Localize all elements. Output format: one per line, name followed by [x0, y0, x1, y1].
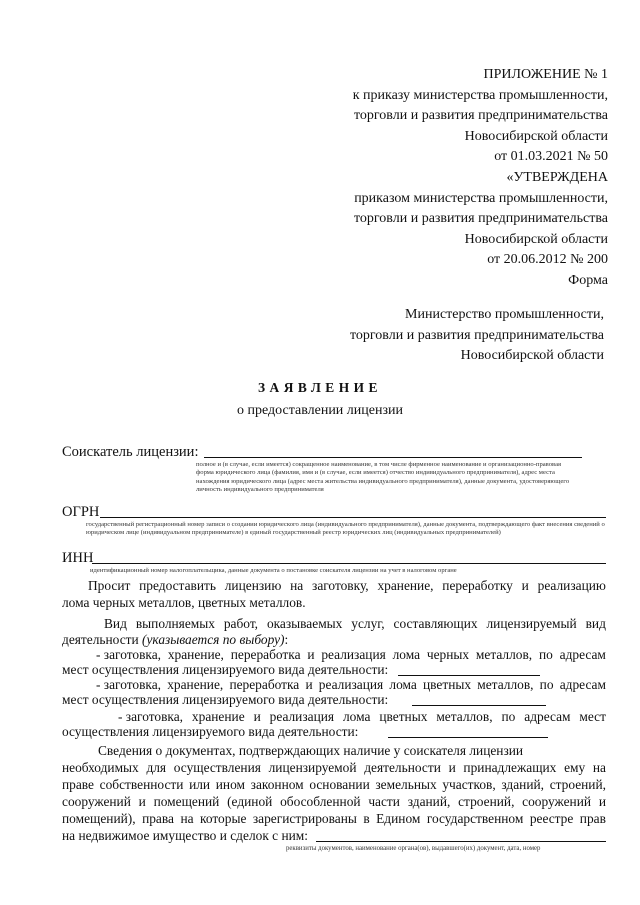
works-line-1: Вид выполняемых работ, оказываемых услуг, составляющих лицензируемый вид	[104, 616, 606, 631]
approved-line: Новосибирской области	[464, 231, 608, 247]
addressee-block	[350, 305, 604, 367]
addressee-line: Новосибирской области	[460, 348, 604, 363]
appendix-line: к приказу министерства промышленности,	[352, 87, 608, 103]
request-line-1: Просит предоставить лицензию на заготовку, хранение, переработку и реализацию	[88, 578, 606, 593]
document-title: ЗАЯВЛЕНИЕ	[257, 380, 382, 395]
inn-label: ИНН	[62, 550, 94, 566]
applicant-label: Соискатель лицензии:	[62, 444, 199, 460]
form-label: Форма	[568, 273, 608, 288]
addressee-line: Министерство промышленности,	[405, 307, 604, 322]
ogrn-hint: государственный регистрационный номер записи о создании юридического лица (индивидуального предпринимателя), данные документа, подтверждающего факт внесения сведений о юридическом лице (индивидуальном предпринимателе) в единый государственный реестр юридических лиц (индивидуальных предпринимателей)	[86, 521, 605, 537]
appendix-line: ПРИЛОЖЕНИЕ № 1	[483, 67, 608, 82]
option-3-line-1: - заготовка, хранение и реализация лома цветных металлов, по адресам мест	[118, 709, 606, 724]
request-line-2: лома черных металлов, цветных металлов.	[62, 595, 306, 610]
docs-line-2: необходимых для осуществления лицензируемой деятельности и принадлежащих ему на	[62, 760, 606, 775]
option-2-line-2: мест осуществления лицензируемого вида деятельности:	[62, 692, 389, 707]
works-line-2: деятельности (указывается по выбору):	[62, 632, 289, 647]
docs-line-3: праве собственности или ином законном основании земельных участков, зданий, строений,	[62, 777, 606, 792]
docs-line-6: на недвижимое имущество и сделок с ним:	[62, 828, 308, 843]
option-3-address-field[interactable]	[388, 737, 548, 738]
appendix-block	[353, 65, 608, 168]
option-1-line-2: мест осуществления лицензируемого вида деятельности:	[62, 662, 389, 677]
option-1-line-1: - заготовка, хранение, переработка и реализация лома черных металлов, по адресам	[96, 647, 606, 662]
approved-line: «УТВЕРЖДЕНА	[506, 170, 608, 185]
inn-field[interactable]	[92, 563, 606, 564]
works-choice-note: (указывается по выбору)	[142, 632, 285, 647]
approved-block	[354, 168, 608, 271]
docs-hint: реквизиты документов, наименование органа(ов), выдавшего(их) документ, дата, номер	[286, 845, 541, 852]
applicant-field[interactable]	[204, 457, 582, 458]
docs-field[interactable]	[316, 841, 606, 842]
appendix-line: Новосибирской области	[464, 128, 608, 144]
option-2-address-field[interactable]	[412, 705, 546, 706]
approved-line: от 20.06.2012 № 200	[487, 252, 608, 267]
ogrn-label: ОГРН	[62, 504, 100, 520]
option-2-line-1: - заготовка, хранение, переработка и реализация лома цветных металлов, по адресам	[96, 677, 606, 692]
approved-line: торговли и развития предпринимательства	[353, 211, 608, 226]
docs-line-4: сооружений и помещений (единой обособленной части зданий, строений, сооружений и	[62, 794, 606, 809]
addressee-line: торговли и развития предпринимательства	[349, 327, 604, 343]
docs-line-1: Сведения о документах, подтверждающих наличие у соискателя лицензии	[98, 743, 524, 758]
document-subtitle: о предоставлении лицензии	[236, 403, 403, 418]
applicant-hint: полное и (в случае, если имеется) сокращенное наименование, в том числе фирменное наименование и организационно-правовая форма юридического лица (фамилия, имя и (в случае, если имеется) отчество индивидуального предпринимателя), адрес места нахождения юридического лица (адрес места жительства индивидуального предпринимателя), данные документа, удостоверяющего личность индивидуального предпринимателя	[196, 461, 570, 494]
approved-line: приказом министерства промышленности,	[354, 190, 608, 206]
appendix-line: от 01.03.2021 № 50	[494, 149, 608, 164]
appendix-line: торговли и развития предпринимательства	[353, 108, 608, 123]
docs-line-5: помещений), права на которые зарегистрированы в Едином государственном реестре прав	[62, 811, 606, 826]
ogrn-field[interactable]	[100, 517, 606, 518]
option-3-line-2: осуществления лицензируемого вида деятельности:	[62, 724, 359, 739]
inn-hint: идентификационный номер налогоплательщика, данные документа о постановке соискателя лицензии на учет в налоговом органе	[90, 567, 457, 574]
